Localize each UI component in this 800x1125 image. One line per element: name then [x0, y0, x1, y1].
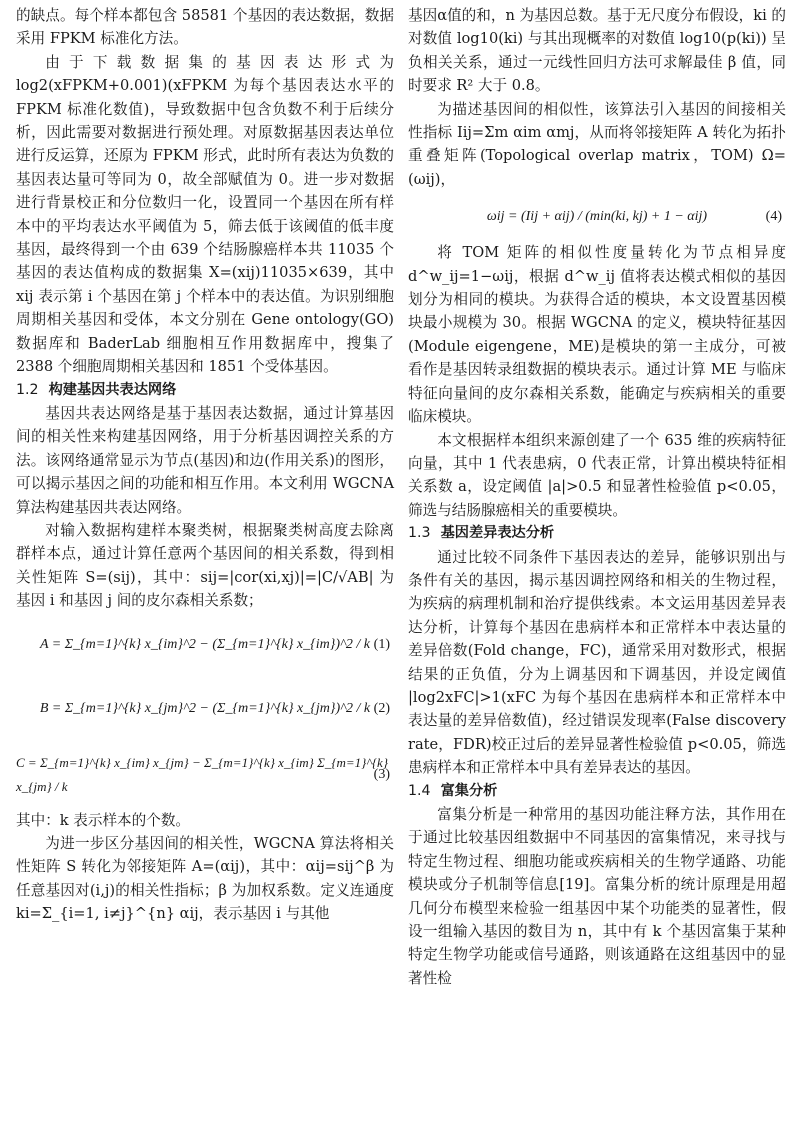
section-title: 基因差异表达分析: [440, 525, 555, 542]
section-heading-1-4: [408, 780, 786, 803]
paragraph: 为进一步区分基因间的相关性，WGCNA 算法将相关性矩阵 S 转化为邻接矩阵 A=(αij)，其中：αij=sij^β 为任意基因对(i,j)的相关性指标；β 为加权系数。定义连通度 ki=Σ_{i=1, i≠j}^{n} αij，表示基因 i 与其他: [16, 834, 394, 923]
equation-text: A = Σ_{m=1}^{k} x_{im}^2 − (Σ_{m=1}^{k} x_{im})^2 / k: [39, 636, 371, 652]
equation-4: [408, 191, 786, 241]
paragraph: 其中：k 表示样本的个数。: [16, 811, 191, 829]
paragraph: 的缺点。每个样本都包含 58581 个基因的表达数据，数据采用 FPKM 标准化方法。: [16, 7, 394, 48]
equation-number: (4): [765, 208, 782, 224]
section-heading-1-3: [408, 522, 786, 545]
section-title: 富集分析: [440, 782, 498, 799]
paragraph: 由于下载数据集的基因表达形式为 log2(xFPKM+0.001)(xFPKM 为每个基因表达水平的 FPKM 标准化数值)，导致数据中包含负数不利于后续分析，因此需要对数据进行预处理。对原数据基因表达单位进行反运算，还原为 FPKM 形式，此时所有表达为负数的基因表达量可等同为 0，故全部赋值为 0。进一步对数据进行背景校正和分位数归一化，设置同一个基因在所有样本中的平均表达水平阈值为 5，筛去低于该阈值的低丰度基因，最终得到一个由 639 个结肠腺癌样本共 11035 个基因的表达值构成的数据集 X=(xij)11035×639，其中 xij 表示第 i 个基因在第 j 个样本中的表达值。为识别细胞周期相关基因和受体，本文分别在 Gene ontology(GO) 数据库和 BaderLab 细胞相互作用数据库中，搜集了 2388 个细胞周期相关基因和 1851 个受体基因。: [16, 53, 394, 376]
equation-text: B = Σ_{m=1}^{k} x_{jm}^2 − (Σ_{m=1}^{k} x_{jm})^2 / k: [39, 700, 371, 716]
equation-text: C = Σ_{m=1}^{k} x_{im} x_{jm} − Σ_{m=1}^{k} x_{im} Σ_{m=1}^{k} x_{jm} / k: [16, 755, 389, 794]
paragraph: 基因共表达网络是基于基因表达数据，通过计算基因间的相关性来构建基因网络，用于分析基因调控关系的方法。该网络通常显示为节点(基因)和边(作用关系)的图形，可以揭示基因之间的功能和相互作用。本文利用 WGCNA 算法构建基因共表达网络。: [16, 404, 394, 516]
right-column: [408, 4, 786, 990]
section-heading-1-2: [16, 379, 394, 402]
section-number: 1.4: [408, 782, 431, 799]
equation-number: (3): [373, 766, 390, 782]
equation-number: (2): [373, 700, 390, 716]
equation-2: [16, 677, 394, 741]
paragraph: 对输入数据构建样本聚类树，根据聚类树高度去除离群样本点，通过计算任意两个基因间的相关系数，得到相关性矩阵 S=(sij)，其中：sij=|cor(xi,xj)|=|C/√AB| 为基因 i 和基因 j 间的皮尔森相关系数；: [16, 521, 394, 610]
paragraph: 通过比较不同条件下基因表达的差异，能够识别出与条件有关的基因，揭示基因调控网络和相关的生物过程，为疾病的病理机制和治疗提供线索。本文运用基因差异表达分析，计算每个基因在患病样本和正常样本中表达量的差异倍数(Fold change，FC)，通常采用对数形式，根据结果的正负值，分为上调基因和下调基因，并设定阈值 |log2xFC|>1(xFC 为每个基因在患病样本和正常样本中表达量的差异倍数值)，经过错误发现率(False discovery rate，FDR)校正过后的差异显著性检验值 p<0.05，筛选患病样本和正常样本中具有差异表达的基因。: [408, 548, 786, 777]
section-number: 1.2: [16, 381, 39, 398]
equation-number: (1): [373, 636, 390, 652]
paragraph: 为描述基因间的相似性，该算法引入基因的间接相关性指标 Iij=Σm αim αmj，从而将邻接矩阵 A 转化为拓扑重叠矩阵(Topological overlap matrix，TOM) Ω=(ωij)，: [408, 100, 786, 188]
equation-text: ωij = (Iij + αij) / (min(ki, kj) + 1 − αij): [486, 208, 708, 224]
equation-1: [16, 613, 394, 677]
paragraph: 将 TOM 矩阵的相似性度量转化为节点相异度 d^w_ij=1−ωij，根据 d^w_ij 值将表达模式相似的基因划分为相同的模块。为获得合适的模块，本文设置基因模块最小规模为 30。根据 WGCNA 的定义，模块特征基因(Module eigengene，ME)是模块的第一主成分，可被看作是基因转录组数据的模块表示。通过计算 ME 与临床特征向量间的皮尔森相关系数，能确定与疾病相关的重要临床模块。: [408, 244, 786, 426]
section-title: 构建基因共表达网络: [48, 381, 177, 398]
left-column: [16, 4, 394, 926]
paragraph: 富集分析是一种常用的基因功能注释方法，其作用在于通过比较基因组数据中不同基因的富集情况，来寻找与特定生物过程、细胞功能或疾病相关的生物学通路、功能模块或分子机制等信息[19]。富集分析的统计原理是用超几何分布模型来检验一组基因中某个功能类的显著性，假设一组输入基因的数目为 n，其中有 k 个基因富集于某种特定生物学功能或信号通路，则该通路在这组基因中的显著性检: [408, 806, 786, 987]
paragraph: 本文根据样本组织来源创建了一个 635 维的疾病特征向量，其中 1 代表患病，0 代表正常，计算出模块特征相关系数 a，设定阈值 |a|>0.5 和显著性检验值 p<0.05，筛选与结肠腺癌相关的重要模块。: [408, 431, 786, 519]
equation-3: [16, 741, 394, 809]
section-number: 1.3: [408, 525, 431, 542]
paragraph: 基因α值的和，n 为基因总数。基于无尺度分布假设，ki 的对数值 log10(ki) 与其出现概率的对数值 log10(p(ki)) 呈负相关关系，通过一元线性回归方法可求解最佳 β 值，同时要求 R² 大于 0.8。: [408, 7, 786, 95]
